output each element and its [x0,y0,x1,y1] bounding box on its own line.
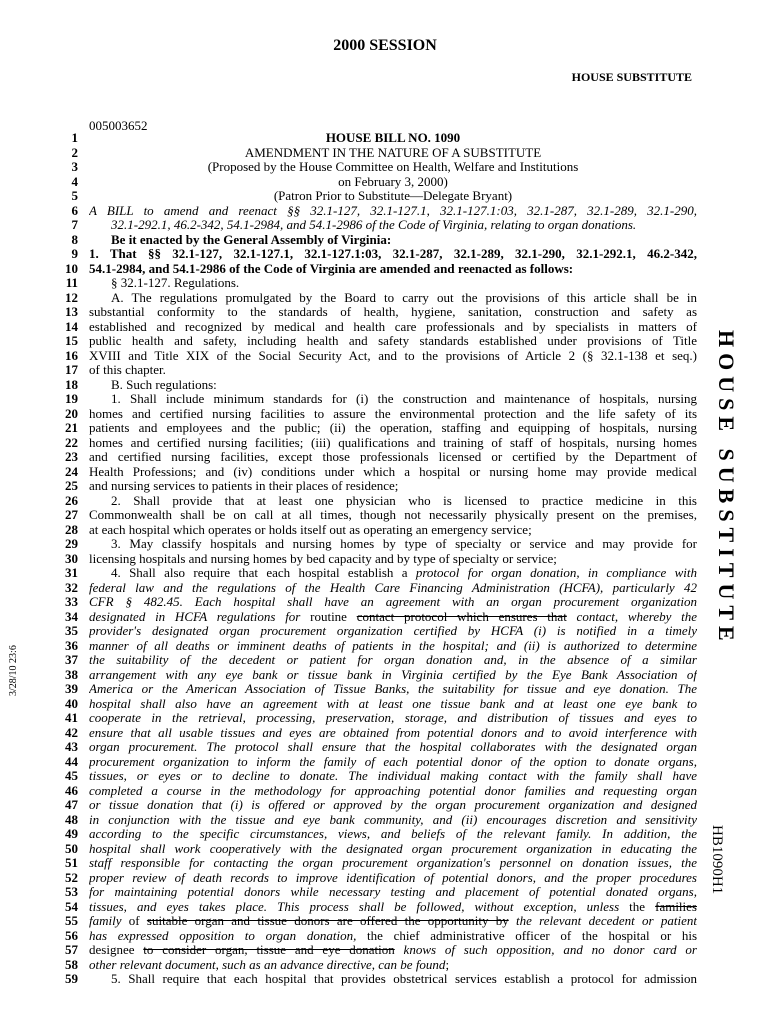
patron: (Patron Prior to Substitute—Delegate Bryant) [273,189,513,203]
text-line: A. The regulations promulgated by the Board to carry out the provisions of this article shall be in [111,290,697,305]
text-line: designee to consider organ, tissue and eye donation knows of such opposition, and no donor card or [89,943,697,957]
bill-number: HOUSE BILL NO. 1090 [325,131,461,145]
text-line: staff responsible for contacting the organ procurement organization's personnel on donation issues, the [89,856,697,870]
proposed-date: on February 3, 2000) [338,174,448,189]
text-line: and nursing services to patients in their places of residence; [89,479,399,493]
text-line: substantial conformity to the standards of health, hygiene, sanitation, construction and safety as [89,305,697,319]
text-line: proper review of death records to improve identification of potential donors, and the proper procedures [89,870,697,885]
text-line: family of suitable organ and tissue donors are offered the opportunity by the relevant decedent or patient [89,914,697,928]
text-line: hospital shall also have an agreement with at least one tissue bank and at least one eye bank to [89,696,697,711]
text-line: licensing hospitals and nursing homes by bed capacity and by type of specialty or service; [89,551,557,566]
text-line: has expressed opposition to organ donation, the chief administrative officer of the hospital or his [89,928,697,943]
enacting-sections: 1. That §§ 32.1-127, 32.1-127.1, 32.1-127.1:03, 32.1-287, 32.1-289, 32.1-290, 32.1-292.1, 46.2-342, [89,247,697,261]
proposed-by: (Proposed by the House Committee on Health, Welfare and Institutions [207,160,579,174]
text-line: homes and certified nursing facilities; (iii) qualifications and training of staff of hospitals, nursing homes [89,435,697,450]
text-line: at each hospital which operates or holds itself out as operating an emergency service; [89,522,532,537]
house-substitute-vertical: HOUSE SUBSTITUTE [714,330,739,647]
text-line: ensure that all usable tissues and eyes are obtained from potential donors and to avoid interference with [89,725,697,740]
text-line: completed a course in the methodology for approaching potential donor families and requesting organ [89,783,697,798]
text-line: cooperate in the retrieval, processing, preservation, storage, and distribution of tissues and eyes to [89,711,697,725]
text-line: federal law and the regulations of the Health Care Financing Administration (HCFA), particularly 42 [89,580,697,595]
amendment-heading: AMENDMENT IN THE NATURE OF A SUBSTITUTE [244,145,542,160]
section-heading: § 32.1-127. Regulations. [111,276,240,290]
text-line: organ procurement. The protocol shall ensure that the hospital collaborates with the designated organ [89,740,697,754]
text-line: provider's designated organ procurement organization certified by HCFA (i) is notified in a timely [89,624,697,638]
enacting-sections-cont: 54.1-2984, and 54.1-2986 of the Code of Virginia are amended and reenacted as follows: [89,261,574,276]
struck-text: suitable organ and tissue donors are offered the opportunity by [146,914,509,928]
text-line: according to the specific circumstances, views, and beliefs of the relevant family. In addition, the [89,827,697,841]
text-line: hospital shall work cooperatively with the designated organ procurement organization in educating the [89,841,697,856]
text-line: 4. Shall also require that each hospital establish a protocol for organ donation, in compliance with [111,566,697,580]
text-line: B. Such regulations: [111,377,217,392]
text-line: procurement organization to inform the family of each potential donor of the option to donate organs, [89,754,697,769]
bill-summary-cont: 32.1-292.1, 46.2-342, 54.1-2984, and 54.1-2986 of the Code of Virginia, relating to organ donations. [111,218,637,232]
text-line: public health and safety, including health and safety standards established under provisions of Title [89,334,697,348]
text-line: for maintaining potential donors while necessary testing and placement of potential donated organs, [89,885,697,899]
text-line: arrangement with any eye bank or tissue bank in Virginia certified by the Eye Bank Association of [89,667,697,682]
bill-code-vertical: HB1090H1 [709,825,725,895]
text-line: established and recognized by medical and health care professionals and by specialists in matters of [89,319,697,334]
text-line: the suitability of the decedent or patient for organ donation and, in the absence of a similar [89,653,697,667]
text-line: or tissue donation that (i) is offered or approved by the organ procurement organization and designed [89,798,697,812]
text-line: 5. Shall require that each hospital that provides obstetrical services establish a protocol for admission [111,972,697,986]
struck-text: to consider organ, tissue and eye donation [143,943,395,957]
house-substitute-label: HOUSE SUBSTITUTE [571,70,692,84]
struck-text: families [655,899,697,914]
text-line: CFR § 482.45. Each hospital shall have an agreement with an organ procurement organization [89,595,697,609]
text-line: patients and employees and the public; (ii) the operation, staffing and equipping of hospitals, nursing [89,421,697,435]
bill-text: 1 HOUSE BILL NO. 1090 2 AMENDMENT IN THE NATURE OF A SUBSTITUTE 3 (Proposed by the House Committee on Health, Welfare and Institutions 4 on February 3, 2000) 5 (Patron Prior to Substitute—Delegate Bryant) 6 A BILL to amend and reenact §§ 32.1-127, 32.1-127.1, 32.1-127.1:03, 32.1-287, 32.1-289, 32.1-290, 7 32.1-292.1, 46.2-342, 54.1-2984, and 54.1-2986 of the Code of Virginia, relating to organ donations. 8 Be it enacted by the General Assembly of Virginia: 9 1. That §§ 32.1-127, 32.1-127.1, 32.1-127.1:03, 32.1-287, 32.1-289, 32.1-290, 32.1-292.1, 46.2-342, 10 54.1-2984, and 54.1-2986 of the Code of Virginia are amended and reenacted as follows: 11 § 32.1-127. Regulations. 12 A. The regulations promulgated by the Board to carry out the provisions of this article shall be in 13 substantial conformity to the standards of health, hygiene, sanitation, construction and safety as 14 established and recognized by medical and health care professionals and by specialists in matters of 15 public health and safety, including health and safety standards established under provisions of Title 16 XVIII and Title XIX of the Social Security Act, and to the provisions of Article 2 (§ 32.1-138 et seq.) 17 of this chapter. 18 B. Such regulations: 19 1. Shall include minimum standards for (i) the construction and maintenance of hospitals, nursing 20 homes and certified nursing facilities to assure the environmental protection and the life safety of its 21 patients and employees and the public; (ii) the operation, staffing and equipping of hospitals, nursing 22 homes and certified nursing facilities; (iii) qualifications and training of staff of hospitals, nursing homes 23 and certified nursing facilities, except those professionals licensed or certified by the Department of 24 Health Professions; and (iv) conditions under which a hospital or nursing home may provide medical 25 and nursing services to patients in their places of residence; 26 2. Shall provide that at least one physician who is licensed to practice medicine in this 27 Commonwealth shall be on call at all times, though not necessarily physically present on the premises, 28 at each hospital which operates or holds itself out as operating an emergency service; 29 3. May classify hospitals and nursing homes by type of specialty or service and may provide for 30 licensing hospitals and nursing homes by bed capacity and by type of specialty or service; 31 4. Shall also require that each hospital establish a protocol for organ donation, in compliance with 32 federal law and the regulations of the Health Care Financing Administration (HCFA), particularly 42 33 CFR § 482.45. Each hospital shall have an agreement with an organ procurement organization 34 designated in HCFA regulations for routine contact protocol which ensures that contact, whereby the 35 provider's designated organ procurement organization certified by HCFA (i) is notified in a timely 36 manner of all deaths or imminent deaths of patients in the hospital; and (ii) is authorized to determine 37 the suitability of the decedent or patient for organ donation and, in the absence of a similar 38 arrangement with any eye bank or tissue bank in Virginia certified by the Eye Bank Association of 39 America or the American Association of Tissue Banks, the suitability for tissue and eye donation. The 40 hospital shall also have an agreement with at least one tissue bank and at least one eye bank to 41 cooperate in the retrieval, processing, preservation, storage, and distribution of tissues and eyes to 42 ensure that all usable tissues and eyes are obtained from potential donors and to avoid interference with 43 organ procurement. The protocol shall ensure that the hospital collaborates with the designated organ 44 procurement organization to inform the family of each potential donor of the option to donate organs, 45 tissues, or eyes or to decline to donate. The individual making contact with the family shall have 46 completed a course in the methodology for approaching potential donor families and requesting organ 47 or tissue donation that (i) is offered or approved by the organ procurement organization and designed 48 in conjunction with the tissue and eye bank community, and (ii) encourages discretion and sensitivity 49 according to the specific circumstances, views, and beliefs of the relevant family. In addition, the 50 hospital shall work cooperatively with the designated organ procurement organization in educating the 51 staff responsible for contacting the organ procurement organization's personnel on donation issues, the 52 proper review of death records to improve identification of potential donors, and the proper procedures 53 for maintaining potential donors while necessary testing and placement of potential donated organs, 54 tissues, and eyes takes place. This process shall be followed, without exception, unless the families 55 family of suitable organ and tissue donors are offered the opportunity by the relevant decedent or patient 56 has expressed opposition to organ donation, the chief administrative officer of the hospital or his 57 designee to consider organ, tissue and eye donation knows of such opposition, and no donor card or 58 other relevant document, such as an advance directive, can be found; 59 5. Shall require that each hospital that provides obstetrical services establish a protocol for admission [65,130,697,986]
text-line: homes and certified nursing facilities to assure the environmental protection and the life safety of its [89,406,697,421]
text-line: tissues, and eyes takes place. This process shall be followed, without exception, unless the families [89,899,697,914]
text-line: in conjunction with the tissue and eye bank community, and (ii) encourages discretion and sensitivity [89,812,697,827]
text-line: tissues, or eyes or to decline to donate. The individual making contact with the family shall have [89,769,697,783]
text-line: and certified nursing facilities, except those professionals licensed or certified by the Department of [89,450,697,464]
text-line: America or the American Association of Tissue Banks, the suitability for tissue and eye donation. The [89,682,697,696]
text-line: manner of all deaths or imminent deaths of patients in the hospital; and (ii) is authorized to determine [89,638,697,653]
text-line: other relevant document, such as an advance directive, can be found; [89,957,450,972]
text-line: XVIII and Title XIX of the Social Security Act, and to the provisions of Article 2 (§ 32.1-138 et seq.) [89,348,697,363]
struck-text: contact protocol which ensures that [356,609,567,624]
text-line: Commonwealth shall be on call at all times, though not necessarily physically present on the premises, [89,508,697,522]
text-line: 3. May classify hospitals and nursing homes by type of specialty or service and may provide for [111,537,697,551]
text-line: Health Professions; and (iv) conditions under which a hospital or nursing home may provide medical [89,464,697,479]
text-line: of this chapter. [89,363,166,377]
enacting-clause: Be it enacted by the General Assembly of Virginia: [111,232,392,247]
text-line: 1. Shall include minimum standards for (i) the construction and maintenance of hospitals, nursing [111,392,697,406]
text-line: 2. Shall provide that at least one physician who is licensed to practice medicine in this [111,493,697,508]
bill-summary: A BILL to amend and reenact §§ 32.1-127, 32.1-127.1, 32.1-127.1:03, 32.1-287, 32.1-289, 32.1-290, [89,203,697,218]
date-stamp-vertical: 3/28/10 23:6 [8,645,19,696]
session-title: 2000 SESSION [333,37,437,54]
text-line: designated in HCFA regulations for routine contact protocol which ensures that contact, whereby the [89,609,697,624]
document-id: 005003652 [89,118,148,133]
